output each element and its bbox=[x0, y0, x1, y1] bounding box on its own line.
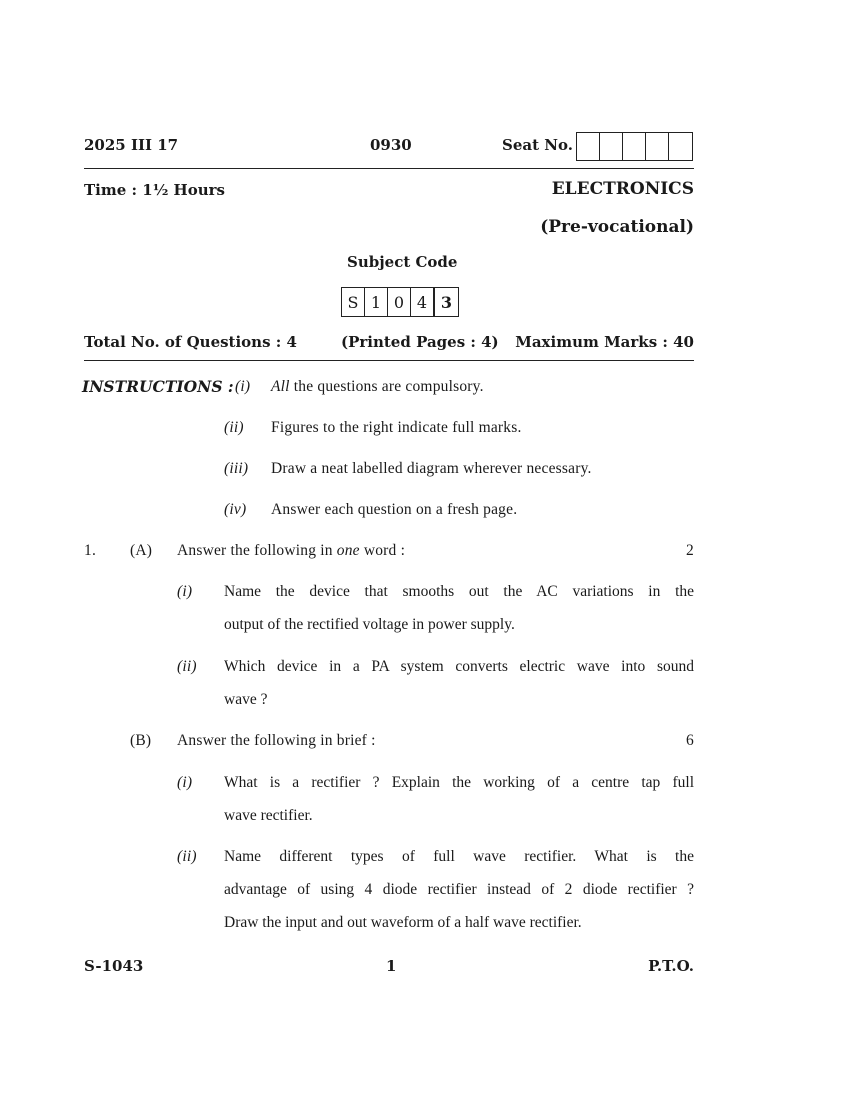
part-b-prompt: Answer the following in brief : bbox=[177, 732, 376, 749]
subject-subtitle: (Pre-vocational) bbox=[540, 217, 694, 237]
instruction-text: Figures to the right indicate full marks. bbox=[271, 419, 522, 436]
sub-question-num: (i) bbox=[177, 583, 193, 600]
sub-question-text bbox=[224, 766, 694, 832]
part-a-prompt bbox=[177, 542, 405, 560]
instruction-num: (iv) bbox=[224, 501, 247, 518]
prompt-emphasis: one bbox=[336, 542, 360, 559]
sub-question-num: (i) bbox=[177, 774, 193, 791]
page-number: 1 bbox=[386, 957, 397, 975]
sub-question-text bbox=[224, 840, 694, 939]
text-line: Draw the input and out waveform of a half wave rectifier. bbox=[224, 914, 582, 931]
instruction-num: (iii) bbox=[224, 460, 249, 477]
text-line: Name different types of full wave rectifier. What is the bbox=[224, 848, 694, 865]
sub-question-text bbox=[224, 650, 694, 716]
seat-box bbox=[669, 133, 692, 160]
part-b-marks: 6 bbox=[686, 732, 694, 749]
instruction-num: (ii) bbox=[224, 419, 244, 436]
instruction-num: (i) bbox=[235, 378, 251, 395]
printed-pages: (Printed Pages : 4) bbox=[341, 333, 499, 351]
seat-number-boxes bbox=[576, 132, 693, 161]
sub-question-text bbox=[224, 575, 694, 641]
pto-label: P.T.O. bbox=[648, 957, 694, 975]
sub-question-num: (ii) bbox=[177, 658, 197, 675]
seat-box bbox=[623, 133, 646, 160]
part-a-marks: 2 bbox=[686, 542, 694, 559]
total-questions: Total No. of Questions : 4 bbox=[84, 333, 297, 351]
part-a-label: (A) bbox=[130, 542, 153, 559]
subject-code-char: S bbox=[342, 288, 365, 316]
instructions-label: INSTRUCTIONS : bbox=[82, 377, 234, 396]
time-allowed: Time : 1½ Hours bbox=[84, 181, 225, 199]
instruction-text: Draw a neat labelled diagram wherever necessary. bbox=[271, 460, 592, 477]
instruction-emphasis: All bbox=[271, 378, 290, 395]
text-line: Which device in a PA system converts electric wave into sound bbox=[224, 658, 694, 675]
seat-label: Seat No. bbox=[502, 136, 573, 154]
instruction-text: the questions are compulsory. bbox=[293, 378, 484, 395]
subject-code-char: 1 bbox=[365, 288, 388, 316]
text-line: output of the rectified voltage in power supply. bbox=[224, 616, 515, 633]
seat-box bbox=[600, 133, 623, 160]
seat-box bbox=[646, 133, 669, 160]
header-rule-bottom bbox=[84, 360, 694, 361]
prompt-text: word : bbox=[363, 542, 406, 559]
text-line: wave ? bbox=[224, 691, 268, 708]
part-b-label: (B) bbox=[130, 732, 152, 749]
instruction-text: Answer each question on a fresh page. bbox=[271, 501, 518, 518]
instruction-item bbox=[271, 378, 484, 396]
text-line: Name the device that smooths out the AC variations in the bbox=[224, 583, 694, 600]
sub-question-num: (ii) bbox=[177, 848, 197, 865]
text-line: What is a rectifier ? Explain the working of a centre tap full bbox=[224, 774, 694, 791]
seat-box bbox=[577, 133, 600, 160]
subject-code-char: 4 bbox=[411, 288, 434, 316]
subject-title: ELECTRONICS bbox=[551, 179, 694, 199]
footer-code: S-1043 bbox=[84, 957, 144, 975]
exam-code: 2025 III 17 bbox=[84, 136, 179, 154]
prompt-text: Answer the following in bbox=[177, 542, 333, 559]
subject-code-boxes bbox=[341, 287, 459, 317]
text-line: wave rectifier. bbox=[224, 807, 313, 824]
subject-code-label: Subject Code bbox=[347, 253, 458, 271]
subject-code-char: 0 bbox=[388, 288, 411, 316]
max-marks: Maximum Marks : 40 bbox=[515, 333, 694, 351]
question-number: 1. bbox=[84, 542, 97, 559]
subject-code-char: 3 bbox=[434, 288, 458, 316]
paper-code: 0930 bbox=[370, 136, 412, 154]
header-rule-top bbox=[84, 168, 694, 169]
text-line: advantage of using 4 diode rectifier instead of 2 diode rectifier ? bbox=[224, 881, 694, 898]
